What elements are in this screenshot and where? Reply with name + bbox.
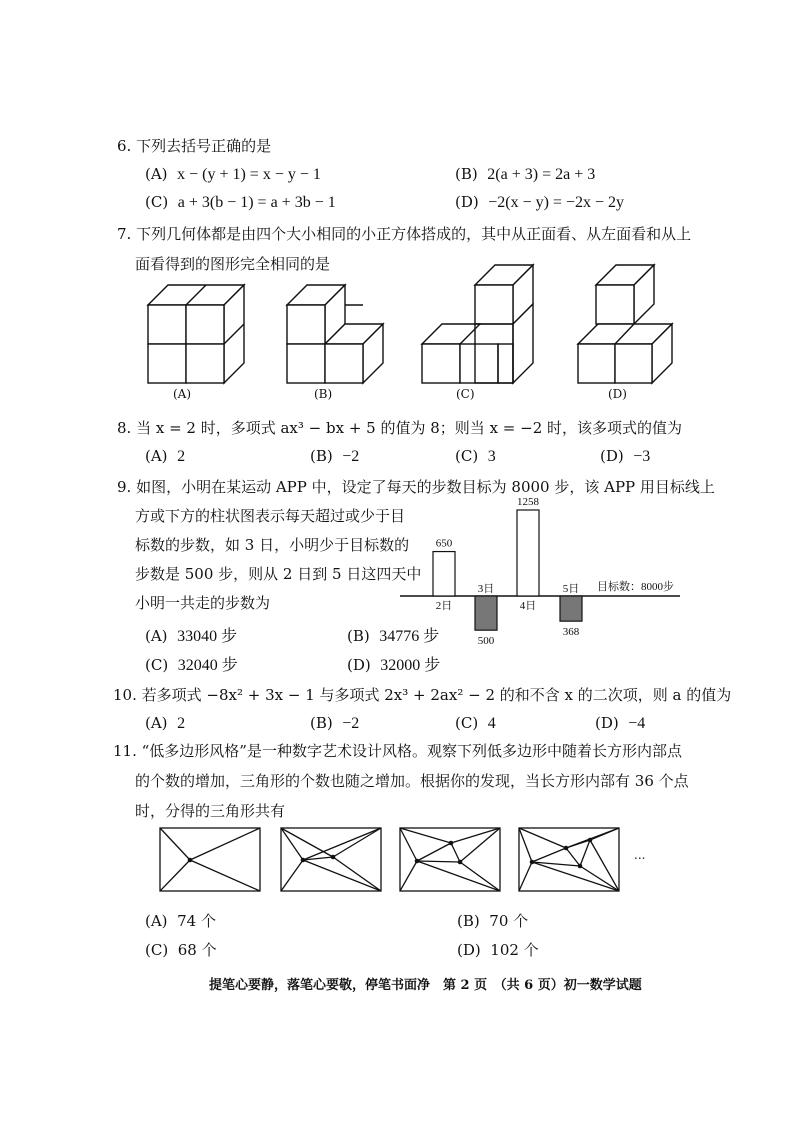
category-label-3日: 3日 [477,583,495,595]
q11-option-d: (D) 102 个 [457,941,539,959]
q10-option-d: (D) −4 [595,714,646,732]
q9-stem-line5: 小明一共走的步数为 [135,594,271,612]
q8-option-d: (D) −3 [600,447,651,465]
q8-stem: 8. 当 x = 2 时，多项式 ax³ − bx + 5 的值为 8；则当 x = −2 时，该多项式的值为 [117,419,683,437]
q11-option-a: (A) 74 个 [145,912,216,930]
q11-stem-line1: 11. “低多边形风格”是一种数字艺术设计风格。观察下列低多边形中随着长方形内部点 [113,742,682,760]
q7-stem-line1: 7. 下列几何体都是由四个大小相同的小正方体搭成的，其中从正面看、从左面看和从上 [117,225,692,243]
q11-ellipsis: ... [634,848,646,862]
q9-stem-line2: 方或下方的柱状图表示每天超过或少于目 [135,507,406,525]
q11-option-b: (B) 70 个 [457,912,529,930]
q9-stem-line3: 标数的步数，如 3 日，小明少于目标数的 [135,536,410,554]
category-label-2日: 2日 [435,600,453,612]
q6-option-c: (C) a + 3(b − 1) = a + 3b − 1 [145,193,336,211]
q7-label-c: (C) [456,387,475,401]
q10-option-a: (A) 2 [145,714,186,732]
value-label-2日: 650 [435,537,453,550]
low-poly-figure-1 [160,828,260,891]
q10-option-c: (C) 4 [455,714,496,732]
q9-option-a: (A) 33040 步 [145,627,238,645]
target-label: 目标数：8000步 [597,581,674,593]
q8-option-a: (A) 2 [145,447,186,465]
q9-option-b: (B) 34776 步 [347,627,440,645]
q11-stem-line2: 的个数的增加，三角形的个数也随之增加。根据你的发现，当长方形内部有 36 个点 [135,772,689,790]
low-poly-figure-3 [400,828,500,891]
category-label-4日: 4日 [519,600,537,612]
q6-stem: 6. 下列去括号正确的是 [117,137,272,155]
q7-label-b: (B) [314,387,333,401]
q11-option-c: (C) 68 个 [145,941,217,959]
value-label-5日: 368 [562,626,580,639]
q9-option-c: (C) 32040 步 [145,656,238,674]
q8-option-c: (C) 3 [455,447,496,465]
page-footer: 提笔心要静，落笔心要敬，停笔书面净 第 2 页 （共 6 页）初一数学试题 [209,978,642,993]
q10-option-b: (B) −2 [310,714,360,732]
value-label-4日: 1258 [517,496,539,508]
q11-stem-line3: 时，分得的三角形共有 [135,802,286,820]
q8-option-b: (B) −2 [310,447,360,465]
value-label-3日: 500 [477,635,495,648]
q6-option-d: (D) −2(x − y) = −2x − 2y [455,193,625,211]
q9-stem-line4: 步数是 500 步，则从 2 日到 5 日这四天中 [135,565,422,583]
q9-option-d: (D) 32000 步 [347,656,441,674]
category-label-5日: 5日 [562,583,580,595]
low-poly-figure-4 [519,828,619,891]
q7-label-d: (D) [608,387,627,401]
q10-stem: 10. 若多项式 −8x² + 3x − 1 与多项式 2x³ + 2ax² − 2 的和不含 x 的二次项，则 a 的值为 [113,686,732,704]
q6-option-b: (B) 2(a + 3) = 2a + 3 [455,165,596,183]
q9-stem-line1: 9. 如图，小明在某运动 APP 中，设定了每天的步数目标为 8000 步，该 APP 用目标线上 [117,478,715,496]
q6-option-a: (A) x − (y + 1) = x − y − 1 [145,165,321,183]
low-poly-figure-2 [281,828,381,891]
q7-stem-line2: 面看得到的图形完全相同的是 [135,255,331,273]
q7-label-a: (A) [173,387,192,401]
